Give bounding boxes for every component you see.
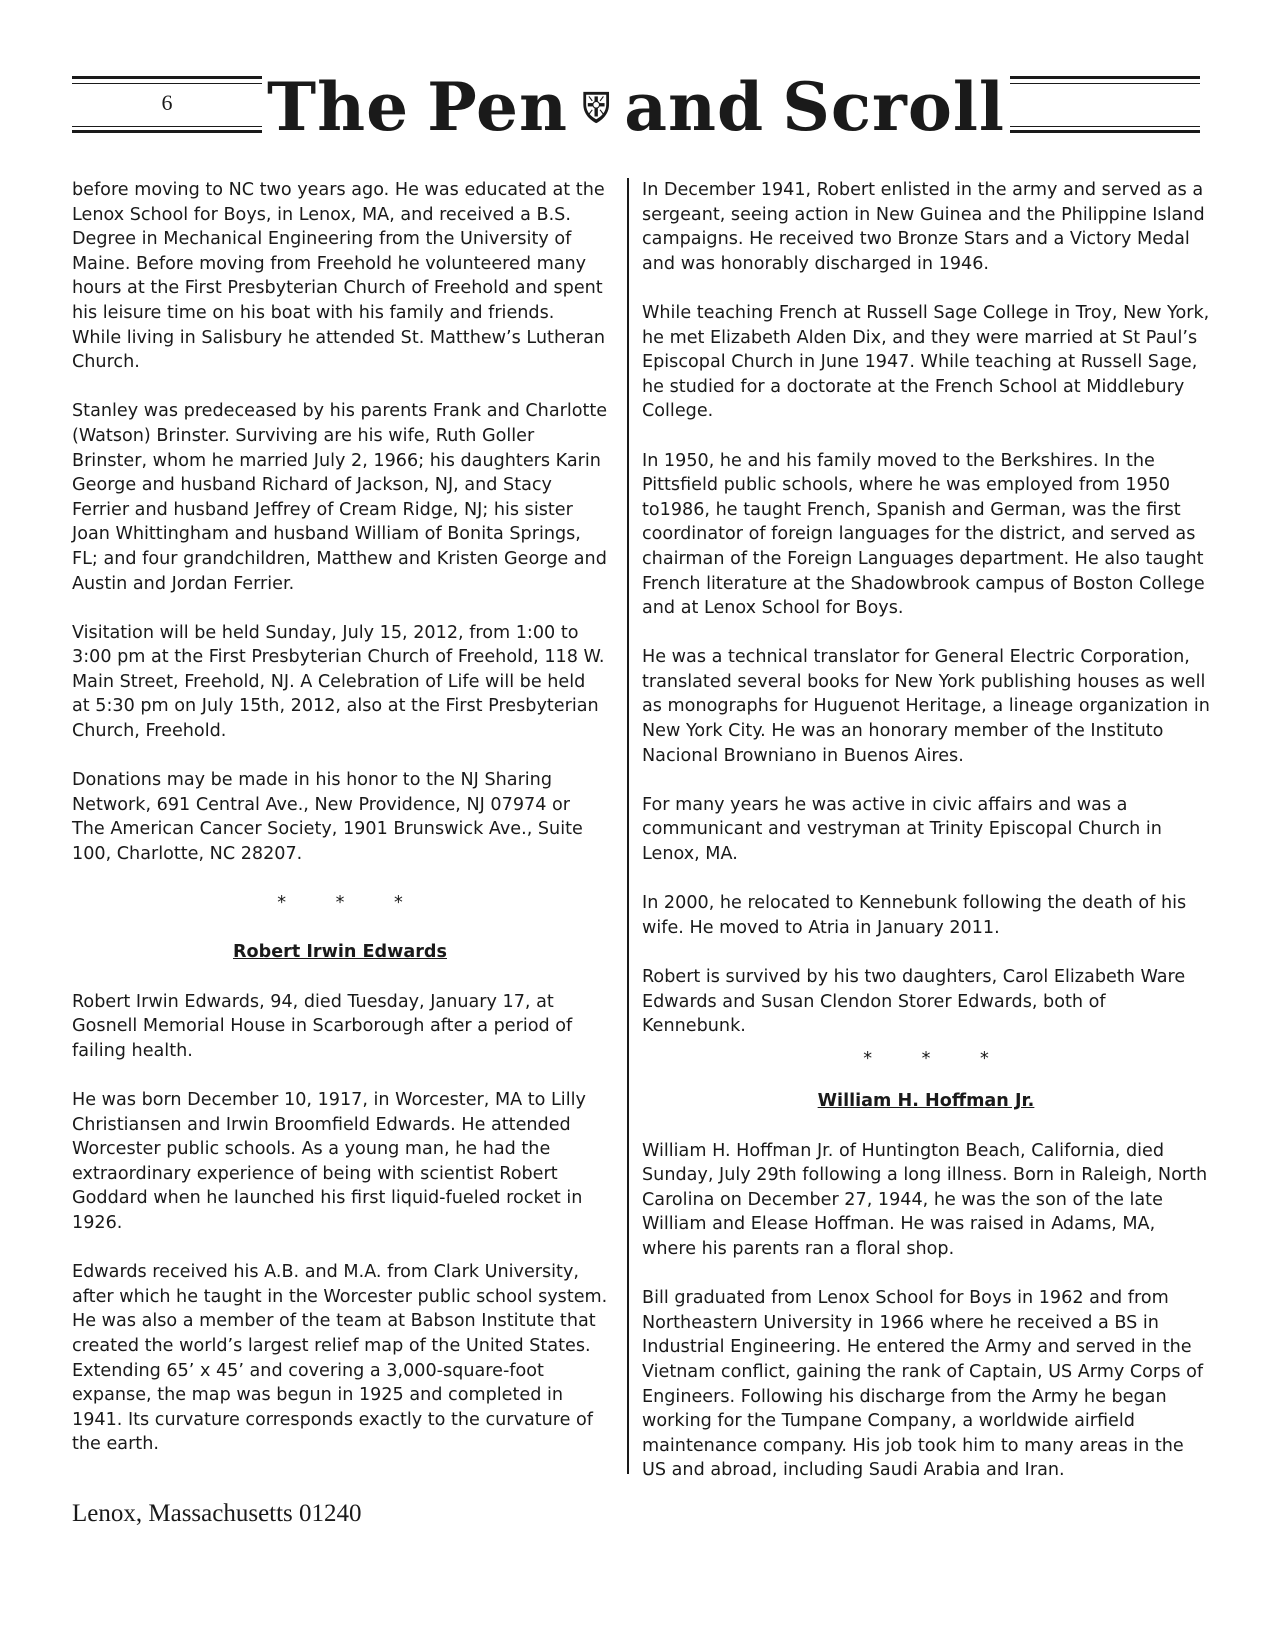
paragraph: In 2000, he relocated to Kennebunk following the death of his wife. He moved to Atria in January 2011. [642, 893, 1187, 938]
publication-title [267, 68, 1005, 146]
title-word-and: and [624, 68, 765, 146]
title-word-scroll: Scroll [782, 68, 1005, 146]
paragraph: Donations may be made in his honor to the NJ Sharing Network, 691 Central Ave., New Providence, NJ 07974 or The American Cancer Society, 1901 Brunswick Ave., Suite 100, Charlotte, NC 28207. [72, 770, 583, 865]
paragraph: In 1950, he and his family moved to the Berkshires. In the Pittsfield public schools, where he was employed from 1950 to1986, he taught French, Spanish and German, was the first coordinator of foreign languages for the district, and served as chairman of the Foreign Languages department. He also taught French literature at the Shadowbrook campus of Boston College and at Lenox School for Boys. [642, 450, 1205, 619]
page-number: 6 [161, 90, 173, 115]
masthead-rule-left [72, 76, 262, 134]
paragraph: He was born December 10, 1917, in Worcester, MA to Lilly Christiansen and Irwin Broomfield Edwards. He attended Worcester public schools. As a young man, he had the extraordinary experience of being with scientist Robert Goddard when he launched his first liquid-fueled rocket in 1926. [72, 1089, 586, 1233]
obituary-heading: Robert Irwin Edwards [232, 942, 447, 963]
title-word-the: The [267, 68, 410, 146]
paragraph: For many years he was active in civic affairs and was a communicant and vestryman at Trinity Episcopal Church in Lenox, MA. [642, 794, 1162, 865]
masthead-rule-right [1010, 76, 1200, 134]
paragraph: before moving to NC two years ago. He was educated at the Lenox School for Boys, in Lenox, MA, and received a B.S. Degree in Mechanical Engineering from the University of Maine. Before moving from Freehold he volunteered many hours at the First Presbyterian Church of Freehold and spent his leisure time on his boat with his family and friends. While living in Salisbury he attended St. Matthew’s Lutheran Church. [72, 180, 606, 373]
left-column [72, 178, 608, 1481]
section-separator: * * * [863, 1048, 1011, 1069]
paragraph: While teaching French at Russell Sage College in Troy, New York, he met Elizabeth Alden Dix, and they were married at St Paul’s Episcopal Church in June 1947. While teaching at Russell Sage, he studied for a doctorate at the French School at Middlebury College. [642, 302, 1210, 422]
obituary-heading: William H. Hoffman Jr. [817, 1091, 1035, 1112]
paragraph: Robert Irwin Edwards, 94, died Tuesday, January 17, at Gosnell Memorial House in Scarborough after a period of failing health. [72, 991, 573, 1061]
column-divider [627, 178, 629, 1474]
crest-icon [580, 76, 612, 138]
paragraph: Edwards received his A.B. and M.A. from Clark University, after which he taught in the Worcester public school system. He was also a member of the team at Babson Institute that created the world’s largest relief map of the United States. Extending 65’ x 45’ and covering a 3,000-square-foot expanse, the map was begun in 1925 and completed in 1941. Its curvature corresponds exactly to the curvature of the earth. [72, 1262, 608, 1455]
masthead [72, 68, 1200, 146]
right-column [642, 178, 1210, 1507]
paragraph: Stanley was predeceased by his parents Frank and Charlotte (Watson) Brinster. Surviving are his wife, Ruth Goller Brinster, whom he married July 2, 1966; his daughters Karin George and husband Richard of Jackson, NJ, and Stacy Ferrier and husband Jeffrey of Cream Ridge, NJ; his sister Joan Whittingham and husband William of Bonita Springs, FL; and four grandchildren, Matthew and Kristen George and Austin and Jordan Ferrier. [72, 401, 608, 594]
paragraph: He was a technical translator for General Electric Corporation, translated several books for New York publishing houses as well as monographs for Huguenot Heritage, a lineage organization in New York City. He was an honorary member of the Instituto Nacional Browniano in Buenos Aires. [642, 647, 1210, 766]
footer-address: Lenox, Massachusetts 01240 [72, 1500, 362, 1527]
title-word-pen: Pen [427, 68, 568, 146]
paragraph: Bill graduated from Lenox School for Boys in 1962 and from Northeastern University in 1966 where he received a BS in Industrial Engineering. He entered the Army and served in the Vietnam conflict, gaining the rank of Captain, US Army Corps of Engineers. Following his discharge from the Army he began working for the Tumpane Company, a worldwide airfield maintenance company. His job took him to many areas in the US and abroad, including Saudi Arabia and Iran. [642, 1288, 1204, 1481]
paragraph: Robert is survived by his two daughters, Carol Elizabeth Ware Edwards and Susan Clendon Storer Edwards, both of Kennebunk. [642, 967, 1186, 1037]
paragraph: In December 1941, Robert enlisted in the army and served as a sergeant, seeing action in New Guinea and the Philippine Island campaigns. He received two Bronze Stars and a Victory Medal and was honorably discharged in 1946. [642, 180, 1205, 274]
section-separator: * * * [277, 893, 425, 914]
paragraph: William H. Hoffman Jr. of Huntington Beach, California, died Sunday, July 29th following a long illness. Born in Raleigh, North Carolina on December 27, 1944, he was the son of the late William and Elease Hoffman. He was raised in Adams, MA, where his parents ran a floral shop. [642, 1140, 1208, 1259]
paragraph: Visitation will be held Sunday, July 15, 2012, from 1:00 to 3:00 pm at the First Presbyterian Church of Freehold, 118 W. Main Street, Freehold, NJ. A Celebration of Life will be held at 5:30 pm on July 15th, 2012, also at the First Presbyterian Church, Freehold. [72, 622, 605, 742]
